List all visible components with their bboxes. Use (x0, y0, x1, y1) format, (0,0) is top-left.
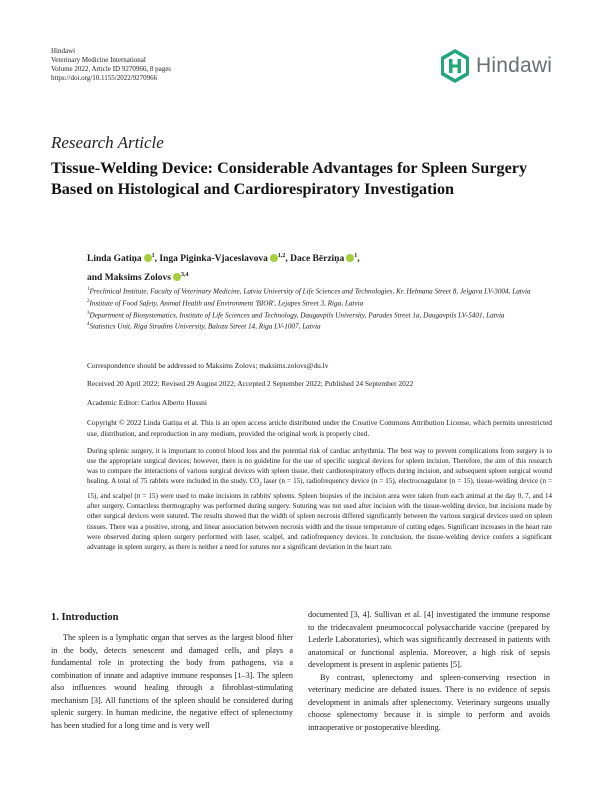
journal-metadata (51, 47, 171, 83)
hindawi-logo (440, 46, 552, 86)
body-paragraph: documented [3, 4]. Sullivan et al. [4] investigated the immune response to the tridecavalent pneumococcal polysaccharide vaccine (prepared by Lederle Laboratories), which was significantly decreased in patients with anatomical or functional asplenia. Moreover, a high risk of sepsis development is present in asplenic patients [5]. (308, 610, 550, 669)
abstract (87, 446, 552, 552)
body-column-left (51, 632, 293, 732)
author-name: Maksims Zolovs (104, 273, 171, 284)
publication-dates: Received 20 April 2022; Revised 29 August 2022; Accepted 2 September 2022; Published 24 September 2022 (87, 379, 414, 388)
academic-editor: Academic Editor: Carlos Alberto Hussni (87, 398, 207, 407)
copyright-notice: Copyright © 2022 Linda Gatiņa et al. This is an open access article distributed under the Creative Commons Attribution License, which permits unrestricted use, distribution, and reproduction in any medium, provided the original work is properly cited. (87, 418, 552, 438)
abstract-subscript: 2 (259, 482, 262, 488)
section-heading: 1. Introduction (51, 612, 119, 623)
hindawi-logo-icon (440, 48, 470, 84)
orcid-icon[interactable] (144, 254, 152, 262)
affiliation (87, 285, 557, 297)
affiliation-mark: 4 (87, 322, 90, 328)
affiliation-text: Statistics Unit, Riga Stradins University, Balozu Street 14, Riga LV-1007, Latvia (89, 322, 321, 331)
abstract-text: laser (n = 15), radiofrequency device (n = 15), electrocoagulator (n = 15), tissue-welding device (n = 15), and scalpel (n = 15) were used to make incisions in rabbits' spleens. Spleen biopsies of the incision area were taken from each animal at the day 0, 7, and 14 after surgery. Contactless thermography was performed during surgery. Suturing was not used after incision with the tissue-welding device, but incisions made by other surgical devices were sutured. The results showed that the width of spleen necrosis differed significantly between the various surgical devices used on spleen tissues. There was a positive, strong, and linear association between necrosis width and the tissue temperature of cutting edges. Significant increases in the heart rate were observed during spleen surgery performed with laser, scalpel, and radiofrequency devices. In conclusion, the tissue-welding device confers a significant advantage in spleen surgery, as there is neither a need for sutures nor a significant deviation in the heart rate. (87, 477, 552, 551)
affiliation (87, 297, 557, 309)
affiliations (87, 285, 557, 332)
doi-link[interactable]: https://doi.org/10.1155/2022/9270966 (51, 74, 158, 82)
affiliation (87, 320, 557, 332)
publisher-name: Hindawi (51, 47, 76, 55)
affiliation-mark: 2 (87, 298, 90, 304)
author-affiliation-mark: 1 (151, 253, 155, 259)
author-affiliation-mark: 3,4 (180, 272, 189, 279)
body-column-right (308, 609, 550, 734)
affiliation-text: Department of Biosystematics, Institute of Life Sciences and Technology, Daugavpils University, Parades Street 1a, Daugavpils LV-5401, Latvia (89, 310, 505, 319)
orcid-icon[interactable] (346, 254, 354, 262)
affiliation-mark: 3 (87, 310, 90, 316)
journal-name: Veterinary Medicine International (51, 56, 146, 64)
volume-info: Volume 2022, Article ID 9270966, 8 pages (51, 65, 172, 73)
orcid-icon[interactable] (270, 254, 278, 262)
correspondence: Correspondence should be addressed to Maksims Zolovs; maksims.zolovs@du.lv (87, 361, 329, 370)
affiliation (87, 309, 557, 321)
author-separator: , (285, 254, 291, 265)
abstract-text: During splenic surgery, it is important to control blood loss and the potential risk of cardiac arrhythmia. The best way to prevent complications from surgery is to use the appropriate surgical devices; however, there is no guideline for the use of specific surgical devices for spleen incision. Therefore, the aim of this research was to compare the interactions of various surgical devices with spleen tissue, their cardiorespiratory effects during incision, and subsequent spleen surgical wound healing. A total of 75 rabbits were included in the study. CO (87, 447, 552, 486)
author-affiliation-mark: 1 (354, 253, 358, 259)
affiliation-text: Preclinical Institute, Faculty of Veterinary Medicine, Latvia University of Life Sciences and Technologies, Kr. Helmana Street 8, Jelgava LV-3004, Latvia (89, 287, 531, 296)
author-separator: , (154, 254, 160, 265)
orcid-icon[interactable] (173, 273, 181, 281)
hindawi-logo-text: Hindawi (476, 54, 553, 77)
author-separator: , (357, 254, 360, 265)
body-paragraph: By contrast, splenectomy and spleen-conserving resection in veterinary medicine are debated issues. There is no evidence of sepsis development in animals after splenectomy. Veterinary surgeons usually choose splenectomy because it is simple to perform and avoids intraoperative or postoperative bleeding. (308, 672, 550, 732)
affiliation-text: Institute of Food Safety, Animal Health and Environment 'BIOR', Lejupes Street 3, Riga, Latvia (89, 299, 364, 308)
author-name: Dace Bērziņa (290, 254, 345, 265)
body-paragraph: The spleen is a lymphatic organ that serves as the largest blood filter in the body, detects senescent and damaged cells, and plays a fundamental role in protecting the body from pathogens, via a combination of innate and adaptive immune responses [1–3]. The spleen also influences wound healing through a fibroblast-stimulating mechanism [3]. All functions of the spleen should be considered during splenic surgery. In human medicine, the negative effect of splenectomy has been studied for a long time and is very well (51, 633, 293, 730)
article-title: Tissue-Welding Device: Considerable Advantages for Spleen Surgery Based on Histological and Cardiorespiratory Investigation (51, 159, 528, 198)
author-list (87, 248, 557, 286)
author-affiliation-mark: 1,2 (277, 253, 286, 259)
article-type: Research Article (51, 133, 164, 152)
author-separator: and (87, 273, 105, 284)
affiliation-mark: 1 (87, 287, 90, 292)
author-name: Inga Piginka-Vjaceslavova (159, 254, 268, 265)
author-name: Linda Gatiņa (87, 254, 142, 265)
